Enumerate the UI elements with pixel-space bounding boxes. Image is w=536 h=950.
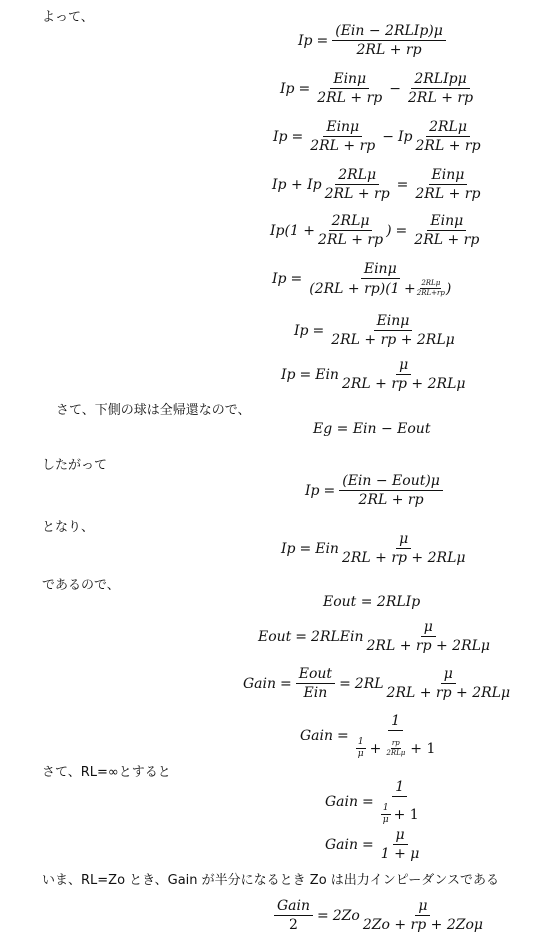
eq11-lhs: Ip bbox=[281, 540, 296, 557]
eq14-equals-2: = bbox=[339, 675, 351, 692]
eq2-denominator-1: 2RL + rp bbox=[317, 90, 383, 106]
equation-1 bbox=[298, 22, 446, 59]
eq16-den-fraction bbox=[381, 803, 391, 826]
eq15-fraction bbox=[353, 712, 439, 760]
eq5-lhs: Ip(1 + bbox=[270, 222, 316, 239]
eq6-den-pre: (2RL + rp)(1 + bbox=[309, 280, 416, 297]
text-shitagatte: したがって bbox=[42, 458, 108, 473]
eq3-numerator-2: 2RLμ bbox=[426, 118, 470, 137]
eq5-close-paren: ) bbox=[386, 222, 392, 239]
eq5-denominator-2: 2RL + rp bbox=[414, 232, 480, 248]
equation-5 bbox=[270, 212, 482, 249]
eq1-equals: = bbox=[316, 32, 329, 49]
eq6-lhs: Ip bbox=[272, 271, 287, 287]
eq2-numerator-1: Einμ bbox=[330, 70, 369, 89]
eq4-fraction-1 bbox=[322, 166, 393, 203]
equation-15 bbox=[300, 712, 438, 760]
eq13-numerator: μ bbox=[421, 618, 436, 637]
eq16-plus-one: + 1 bbox=[393, 806, 419, 823]
eq16-den-denominator: μ bbox=[382, 815, 389, 825]
equation-10 bbox=[305, 472, 443, 509]
eq7-equals: = bbox=[312, 322, 325, 339]
text-dearunode: であるので、 bbox=[42, 578, 120, 593]
eq3-fraction-1 bbox=[307, 118, 378, 155]
eq18-mid: 2Zo bbox=[332, 907, 360, 924]
equation-3 bbox=[273, 118, 484, 155]
eq14-denominator-2: 2RL + rp + 2RLμ bbox=[386, 685, 511, 701]
eq16-numerator: 1 bbox=[392, 778, 407, 797]
eq13-fraction bbox=[364, 618, 494, 655]
eq6-denominator bbox=[306, 279, 454, 298]
eq2-fraction-1 bbox=[314, 70, 385, 107]
eq6-den-numerator: 2RLμ bbox=[421, 279, 441, 287]
eq13-lhs: Eout bbox=[258, 628, 292, 645]
eq4-lhs: Ip + Ip bbox=[272, 176, 322, 193]
eq3-numerator-1: Einμ bbox=[323, 118, 362, 137]
eq3-denominator-2: 2RL + rp bbox=[415, 138, 481, 154]
eq18-lhs-numerator: Gain bbox=[274, 897, 313, 916]
eq3-mid: Ip bbox=[398, 128, 413, 145]
eq8-lhs: Ip bbox=[281, 366, 296, 383]
eq11-equals: = bbox=[299, 540, 312, 557]
eq4-numerator-1: 2RLμ bbox=[335, 166, 379, 185]
eq8-numerator: μ bbox=[396, 356, 411, 375]
eq5-numerator-2: Einμ bbox=[427, 212, 466, 231]
eq10-lhs: Ip bbox=[305, 482, 320, 499]
eq14-mid: 2RL bbox=[354, 675, 384, 692]
eq1-lhs: Ip bbox=[298, 32, 313, 49]
eq2-numerator-2: 2RLIpμ bbox=[411, 70, 469, 89]
eq17-equals: = bbox=[362, 836, 374, 853]
eq13-mid: 2RLEin bbox=[311, 628, 364, 645]
equation-14 bbox=[243, 665, 513, 702]
eq10-numerator: (Ein − Eout)μ bbox=[339, 472, 443, 491]
eq5-fraction-2 bbox=[411, 212, 482, 249]
eq7-denominator: 2RL + rp + 2RLμ bbox=[331, 332, 455, 348]
eq5-numerator-1: 2RLμ bbox=[329, 212, 373, 231]
eq1-numerator: (Ein − 2RLIp)μ bbox=[332, 22, 446, 41]
eq1-denominator: 2RL + rp bbox=[356, 42, 422, 58]
eq16-den-numerator: 1 bbox=[382, 803, 389, 813]
text-tonari: となり、 bbox=[42, 520, 95, 535]
eq11-mid: Ein bbox=[315, 540, 339, 557]
equation-12: Eout = 2RLIp bbox=[323, 594, 421, 610]
eq4-numerator-2: Einμ bbox=[429, 166, 468, 185]
eq2-denominator-2: 2RL + rp bbox=[408, 90, 474, 106]
eq6-fraction bbox=[306, 260, 454, 298]
equation-11 bbox=[281, 530, 468, 567]
eq18-fraction bbox=[360, 897, 486, 934]
eq5-equals: = bbox=[395, 222, 408, 239]
eq7-lhs: Ip bbox=[294, 322, 309, 339]
eq15-plus: + bbox=[369, 740, 382, 757]
eq17-fraction bbox=[378, 826, 423, 863]
eq16-equals: = bbox=[362, 794, 374, 810]
eq15-den-fraction-2 bbox=[385, 739, 406, 758]
text-yotte: よって、 bbox=[42, 10, 94, 25]
eq14-numerator-2: μ bbox=[441, 665, 456, 684]
eq14-fraction-2 bbox=[384, 665, 514, 702]
eq6-den-denominator: 2RL+rp bbox=[416, 289, 445, 297]
eq15-denominator bbox=[353, 731, 439, 760]
eq4-denominator-1: 2RL + rp bbox=[324, 186, 390, 202]
eq18-denominator: 2Zo + rp + 2Zoμ bbox=[362, 917, 483, 933]
eq6-den-fraction bbox=[416, 279, 446, 298]
eq17-denominator: 1 + μ bbox=[380, 846, 420, 862]
equation-17 bbox=[325, 826, 422, 863]
eq2-equals: = bbox=[298, 80, 311, 97]
equation-13 bbox=[258, 618, 493, 655]
eq14-denominator-1: Ein bbox=[303, 685, 328, 701]
eq1-fraction bbox=[332, 22, 446, 59]
eq3-equals: = bbox=[291, 128, 304, 145]
eq15-den1-denominator: μ bbox=[357, 749, 364, 759]
eq16-fraction bbox=[378, 778, 422, 826]
eq3-minus: − bbox=[382, 128, 394, 145]
eq14-numerator-1: Eout bbox=[296, 665, 335, 684]
eq8-fraction bbox=[339, 356, 469, 393]
eq8-denominator: 2RL + rp + 2RLμ bbox=[341, 376, 466, 392]
eq18-equals: = bbox=[317, 907, 329, 924]
eq3-denominator-1: 2RL + rp bbox=[310, 138, 376, 154]
eq14-fraction-1 bbox=[296, 665, 335, 702]
eq4-fraction-2 bbox=[412, 166, 483, 203]
eq5-fraction-1 bbox=[315, 212, 386, 249]
eq7-fraction bbox=[328, 312, 458, 349]
eq11-fraction bbox=[339, 530, 469, 567]
eq15-den2-numerator: rp bbox=[391, 739, 400, 747]
eq7-numerator: Einμ bbox=[374, 312, 413, 331]
eq8-equals: = bbox=[299, 366, 312, 383]
eq15-plus-one: + 1 bbox=[410, 740, 436, 757]
eq16-lhs: Gain bbox=[325, 794, 359, 810]
eq6-numerator: Einμ bbox=[361, 260, 400, 279]
eq3-fraction-2 bbox=[413, 118, 484, 155]
eq3-lhs: Ip bbox=[273, 128, 288, 145]
eq2-lhs: Ip bbox=[280, 80, 295, 97]
equation-6 bbox=[272, 260, 454, 298]
eq18-lhs-fraction bbox=[274, 897, 313, 934]
eq6-den-post: ) bbox=[445, 280, 452, 297]
equation-4 bbox=[272, 166, 483, 203]
text-ima: いま、RL=Zo とき、Gain が半分になるとき Zo は出力インピーダンスである bbox=[42, 873, 500, 888]
eq8-mid: Ein bbox=[315, 366, 339, 383]
eq11-denominator: 2RL + rp + 2RLμ bbox=[341, 550, 466, 566]
eq15-numerator: 1 bbox=[388, 712, 403, 731]
text-sate-rl: さて、RL=∞とすると bbox=[42, 765, 171, 780]
eq4-equals: = bbox=[396, 176, 409, 193]
eq18-numerator: μ bbox=[415, 897, 430, 916]
eq15-equals: = bbox=[337, 728, 349, 744]
eq18-lhs-denominator: 2 bbox=[289, 917, 298, 933]
eq15-den1-numerator: 1 bbox=[357, 737, 364, 747]
eq13-denominator: 2RL + rp + 2RLμ bbox=[366, 638, 491, 654]
eq10-equals: = bbox=[323, 482, 336, 499]
eq15-den2-denominator: 2RLμ bbox=[386, 749, 406, 757]
equation-2 bbox=[280, 70, 476, 107]
eq17-numerator: μ bbox=[393, 826, 408, 845]
eq10-fraction bbox=[339, 472, 443, 509]
eq16-denominator bbox=[378, 797, 422, 826]
text-sate-kagawa: さて、下側の球は全帰還なので、 bbox=[56, 403, 251, 418]
eq2-fraction-2 bbox=[405, 70, 476, 107]
eq17-lhs: Gain bbox=[325, 836, 359, 853]
eq15-den-fraction-1 bbox=[356, 737, 366, 760]
eq11-numerator: μ bbox=[396, 530, 411, 549]
eq2-minus: − bbox=[389, 80, 401, 97]
eq14-equals: = bbox=[280, 675, 292, 692]
eq4-denominator-2: 2RL + rp bbox=[415, 186, 481, 202]
eq14-lhs: Gain bbox=[243, 675, 277, 692]
equation-7 bbox=[294, 312, 458, 349]
eq10-denominator: 2RL + rp bbox=[358, 492, 424, 508]
equation-16 bbox=[325, 778, 422, 826]
eq13-equals: = bbox=[295, 628, 308, 645]
equation-9: Eg = Ein − Eout bbox=[313, 421, 431, 437]
equation-18 bbox=[274, 897, 486, 934]
eq5-denominator-1: 2RL + rp bbox=[318, 232, 384, 248]
eq15-lhs: Gain bbox=[300, 728, 334, 744]
eq6-equals: = bbox=[290, 271, 303, 287]
equation-8 bbox=[281, 356, 468, 393]
